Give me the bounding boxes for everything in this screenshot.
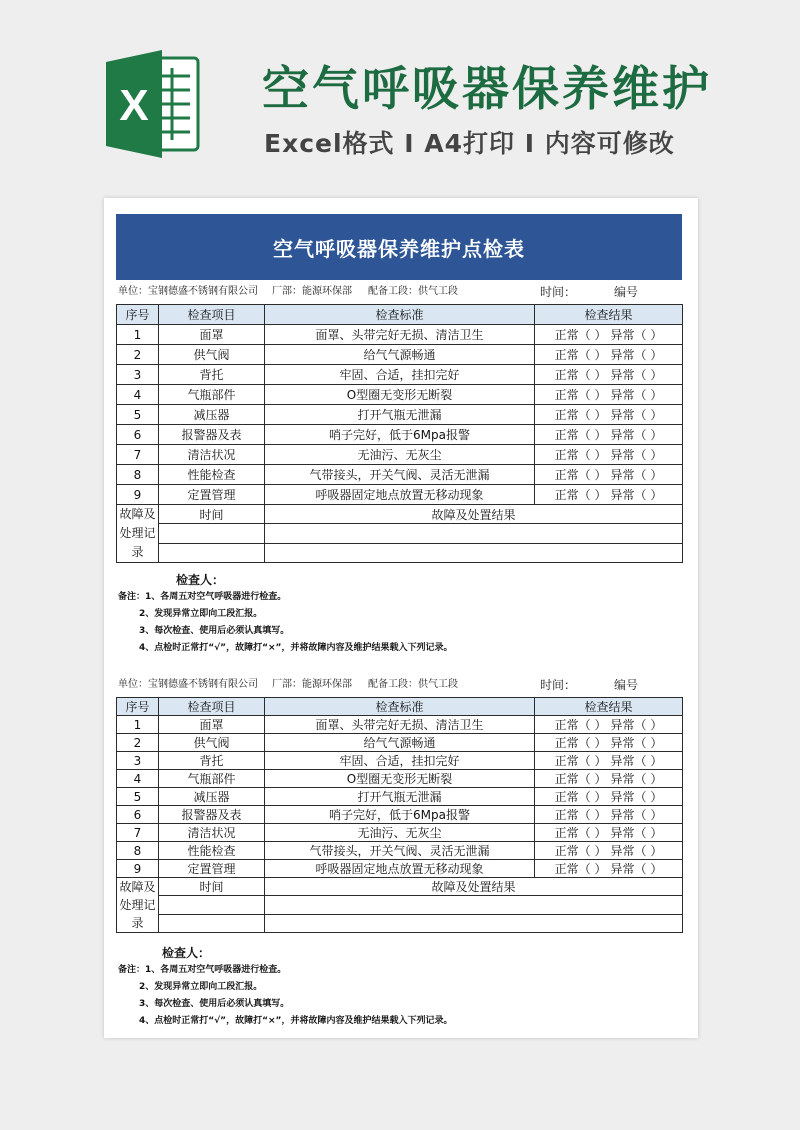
- check-item: 性能检查: [159, 842, 265, 860]
- result-normal[interactable]: 正常（ ）: [554, 488, 607, 502]
- check-item: 供气阀: [159, 734, 265, 752]
- table-row: [117, 788, 683, 806]
- result-abnormal[interactable]: 异常（ ）: [610, 772, 663, 786]
- unit-label: 单位：宝钢德盛不锈钢有限公司: [118, 286, 258, 297]
- fault-result-header: 故障及处置结果: [265, 505, 683, 524]
- row-number: 3: [117, 365, 159, 385]
- fault-entry-row: [117, 896, 683, 914]
- result-abnormal[interactable]: 异常（ ）: [610, 862, 663, 876]
- table-row: [117, 425, 683, 445]
- inspector-label: 检查人：: [176, 573, 225, 587]
- fault-label-line: 处理记: [119, 526, 156, 540]
- check-item: 供气阀: [159, 345, 265, 365]
- table-row: [117, 485, 683, 505]
- row-number: 5: [117, 405, 159, 425]
- check-result-cell[interactable]: [535, 806, 683, 824]
- result-normal[interactable]: 正常（ ）: [554, 790, 607, 804]
- result-abnormal[interactable]: 异常（ ）: [610, 328, 663, 342]
- result-abnormal[interactable]: 异常（ ）: [610, 790, 663, 804]
- note-line: 备注：1、各周五对空气呼吸器进行检查。: [118, 965, 287, 975]
- column-header: 检查结果: [535, 305, 683, 325]
- result-abnormal[interactable]: 异常（ ）: [610, 468, 663, 482]
- document-title: 空气呼吸器保养维护点检表: [116, 214, 682, 280]
- table-row: [117, 824, 683, 842]
- fault-header-row: [117, 505, 683, 524]
- check-result-cell[interactable]: [535, 365, 683, 385]
- info-row: [116, 675, 682, 695]
- check-standard: 给气气源畅通: [265, 345, 535, 365]
- column-header: 检查结果: [535, 698, 683, 716]
- check-item: 报警器及表: [159, 806, 265, 824]
- row-number: 6: [117, 806, 159, 824]
- result-normal[interactable]: 正常（ ）: [554, 718, 607, 732]
- row-number: 4: [117, 770, 159, 788]
- check-item: 气瓶部件: [159, 770, 265, 788]
- check-result-cell[interactable]: [535, 788, 683, 806]
- document-page: [104, 198, 698, 1038]
- result-abnormal[interactable]: 异常（ ）: [610, 826, 663, 840]
- check-result-cell[interactable]: [535, 842, 683, 860]
- note-line: 备注：1、各周五对空气呼吸器进行检查。: [118, 592, 287, 602]
- check-result-cell[interactable]: [535, 716, 683, 734]
- fault-time-header: 时间: [159, 878, 265, 896]
- result-normal[interactable]: 正常（ ）: [554, 448, 607, 462]
- row-number: 7: [117, 445, 159, 465]
- check-item: 背托: [159, 752, 265, 770]
- check-item: 定置管理: [159, 485, 265, 505]
- checklist-table: [116, 304, 683, 563]
- result-normal[interactable]: 正常（ ）: [554, 736, 607, 750]
- fault-label-line: 故障及: [119, 880, 156, 894]
- table-row: [117, 365, 683, 385]
- fault-time-cell[interactable]: [159, 543, 265, 562]
- table-row: [117, 325, 683, 345]
- table-row: [117, 806, 683, 824]
- fault-time-cell[interactable]: [159, 524, 265, 543]
- check-result-cell[interactable]: [535, 860, 683, 878]
- column-header: 检查标准: [265, 698, 535, 716]
- table-row: [117, 445, 683, 465]
- fault-result-cell[interactable]: [265, 896, 683, 914]
- check-standard: O型圈无变形无断裂: [265, 770, 535, 788]
- check-standard: 面罩、头带完好无损、清洁卫生: [265, 325, 535, 345]
- dept-label: 厂部：能源环保部: [272, 679, 352, 690]
- row-number: 8: [117, 842, 159, 860]
- row-number: 6: [117, 425, 159, 445]
- result-normal[interactable]: 正常（ ）: [554, 388, 607, 402]
- column-header: 检查项目: [159, 698, 265, 716]
- number-label: 编号: [614, 285, 639, 299]
- notes-block: [118, 589, 678, 657]
- fault-result-header: 故障及处置结果: [265, 878, 683, 896]
- column-header: 序号: [117, 305, 159, 325]
- check-item: 清洁状况: [159, 445, 265, 465]
- result-abnormal[interactable]: 异常（ ）: [610, 844, 663, 858]
- time-label: 时间：: [540, 285, 577, 299]
- result-normal[interactable]: 正常（ ）: [554, 826, 607, 840]
- check-standard: 气带接头，开关气阀、灵活无泄漏: [265, 842, 535, 860]
- info-row: [116, 282, 682, 302]
- check-standard: 牢固、合适，挂扣完好: [265, 365, 535, 385]
- note-line: 2、发现异常立即向工段汇报。: [139, 609, 263, 619]
- column-header: 序号: [117, 698, 159, 716]
- check-item: 定置管理: [159, 860, 265, 878]
- check-result-cell[interactable]: [535, 425, 683, 445]
- logo-letter: X: [119, 81, 149, 130]
- check-result-cell[interactable]: [535, 345, 683, 365]
- notes-block: [118, 962, 678, 1030]
- check-result-cell[interactable]: [535, 734, 683, 752]
- fault-label-line: 处理记: [119, 898, 156, 912]
- dept-label: 厂部：能源环保部: [272, 286, 352, 297]
- check-standard: 给气气源畅通: [265, 734, 535, 752]
- result-abnormal[interactable]: 异常（ ）: [610, 736, 663, 750]
- fault-time-cell[interactable]: [159, 914, 265, 932]
- check-standard: 打开气瓶无泄漏: [265, 788, 535, 806]
- note-line: 3、每次检查、使用后必须认真填写。: [139, 626, 290, 636]
- check-result-cell[interactable]: [535, 485, 683, 505]
- fault-entry-row: [117, 543, 683, 562]
- row-number: 2: [117, 734, 159, 752]
- result-normal[interactable]: 正常（ ）: [554, 408, 607, 422]
- check-item: 气瓶部件: [159, 385, 265, 405]
- check-result-cell[interactable]: [535, 465, 683, 485]
- table-row: [117, 385, 683, 405]
- row-number: 7: [117, 824, 159, 842]
- banner-subtitle: Excel格式 I A4打印 I 内容可修改: [264, 129, 675, 158]
- table-row: [117, 405, 683, 425]
- row-number: 9: [117, 860, 159, 878]
- check-standard: 面罩、头带完好无损、清洁卫生: [265, 716, 535, 734]
- note-line: 4、点检时正常打“√”，故障打“×”，并将故障内容及维护结果载入下列记录。: [139, 643, 453, 653]
- fault-label-line: 录: [131, 545, 144, 559]
- fault-entry-row: [117, 524, 683, 543]
- result-abnormal[interactable]: 异常（ ）: [610, 754, 663, 768]
- row-number: 9: [117, 485, 159, 505]
- note-line: 3、每次检查、使用后必须认真填写。: [139, 999, 290, 1009]
- checklist-table: [116, 697, 683, 933]
- time-label: 时间：: [540, 678, 577, 692]
- fault-header-row: [117, 878, 683, 896]
- check-result-cell[interactable]: [535, 445, 683, 465]
- check-item: 减压器: [159, 788, 265, 806]
- check-standard: 呼吸器固定地点放置无移动现象: [265, 860, 535, 878]
- check-item: 减压器: [159, 405, 265, 425]
- banner-title: 空气呼吸器保养维护: [262, 62, 712, 117]
- fault-label-line: 录: [131, 916, 144, 930]
- number-label: 编号: [614, 678, 639, 692]
- result-abnormal[interactable]: 异常（ ）: [610, 408, 663, 422]
- row-number: 3: [117, 752, 159, 770]
- result-abnormal[interactable]: 异常（ ）: [610, 448, 663, 462]
- check-standard: 无油污、无灰尘: [265, 824, 535, 842]
- result-abnormal[interactable]: 异常（ ）: [610, 368, 663, 382]
- result-normal[interactable]: 正常（ ）: [554, 328, 607, 342]
- result-abnormal[interactable]: 异常（ ）: [610, 808, 663, 822]
- result-normal[interactable]: 正常（ ）: [554, 844, 607, 858]
- result-abnormal[interactable]: 异常（ ）: [610, 718, 663, 732]
- check-standard: 呼吸器固定地点放置无移动现象: [265, 485, 535, 505]
- section-label: 配备工段：供气工段: [368, 679, 458, 690]
- check-standard: 牢固、合适，挂扣完好: [265, 752, 535, 770]
- fault-label-line: 故障及: [119, 507, 156, 521]
- result-abnormal[interactable]: 异常（ ）: [610, 388, 663, 402]
- check-result-cell[interactable]: [535, 752, 683, 770]
- result-normal[interactable]: 正常（ ）: [554, 348, 607, 362]
- fault-result-cell[interactable]: [265, 543, 683, 562]
- result-abnormal[interactable]: 异常（ ）: [610, 348, 663, 362]
- table-row: [117, 716, 683, 734]
- table-row: [117, 860, 683, 878]
- check-item: 清洁状况: [159, 824, 265, 842]
- check-result-cell[interactable]: [535, 405, 683, 425]
- result-normal[interactable]: 正常（ ）: [554, 862, 607, 876]
- row-number: 8: [117, 465, 159, 485]
- table-row: [117, 752, 683, 770]
- fault-entry-row: [117, 914, 683, 932]
- column-header: 检查标准: [265, 305, 535, 325]
- fault-result-cell[interactable]: [265, 914, 683, 932]
- fault-time-header: 时间: [159, 505, 265, 524]
- row-number: 1: [117, 325, 159, 345]
- unit-label: 单位：宝钢德盛不锈钢有限公司: [118, 679, 258, 690]
- fault-result-cell[interactable]: [265, 524, 683, 543]
- check-item: 背托: [159, 365, 265, 385]
- result-abnormal[interactable]: 异常（ ）: [610, 488, 663, 502]
- result-normal[interactable]: 正常（ ）: [554, 754, 607, 768]
- table-header-row: [117, 698, 683, 716]
- check-standard: 无油污、无灰尘: [265, 445, 535, 465]
- row-number: 5: [117, 788, 159, 806]
- table-row: [117, 345, 683, 365]
- result-normal[interactable]: 正常（ ）: [554, 772, 607, 786]
- fault-record-label: [117, 505, 159, 563]
- check-result-cell[interactable]: [535, 824, 683, 842]
- check-result-cell[interactable]: [535, 770, 683, 788]
- fault-time-cell[interactable]: [159, 896, 265, 914]
- check-standard: 气带接头，开关气阀、灵活无泄漏: [265, 465, 535, 485]
- result-normal[interactable]: 正常（ ）: [554, 468, 607, 482]
- table-row: [117, 465, 683, 485]
- result-normal[interactable]: 正常（ ）: [554, 808, 607, 822]
- check-standard: 哨子完好，低于6Mpa报警: [265, 425, 535, 445]
- check-standard: O型圈无变形无断裂: [265, 385, 535, 405]
- fault-record-label: [117, 878, 159, 933]
- check-item: 面罩: [159, 325, 265, 345]
- excel-logo-icon: [104, 48, 200, 160]
- check-standard: 哨子完好，低于6Mpa报警: [265, 806, 535, 824]
- row-number: 1: [117, 716, 159, 734]
- table-header-row: [117, 305, 683, 325]
- section-label: 配备工段：供气工段: [368, 286, 458, 297]
- note-line: 4、点检时正常打“√”，故障打“×”，并将故障内容及维护结果载入下列记录。: [139, 1016, 453, 1026]
- check-result-cell[interactable]: [535, 385, 683, 405]
- check-item: 面罩: [159, 716, 265, 734]
- note-line: 2、发现异常立即向工段汇报。: [139, 982, 263, 992]
- row-number: 2: [117, 345, 159, 365]
- result-abnormal[interactable]: 异常（ ）: [610, 428, 663, 442]
- column-header: 检查项目: [159, 305, 265, 325]
- table-row: [117, 734, 683, 752]
- check-result-cell[interactable]: [535, 325, 683, 345]
- result-normal[interactable]: 正常（ ）: [554, 368, 607, 382]
- check-standard: 打开气瓶无泄漏: [265, 405, 535, 425]
- row-number: 4: [117, 385, 159, 405]
- result-normal[interactable]: 正常（ ）: [554, 428, 607, 442]
- inspector-label: 检查人：: [162, 946, 211, 960]
- check-item: 报警器及表: [159, 425, 265, 445]
- check-item: 性能检查: [159, 465, 265, 485]
- table-row: [117, 842, 683, 860]
- table-row: [117, 770, 683, 788]
